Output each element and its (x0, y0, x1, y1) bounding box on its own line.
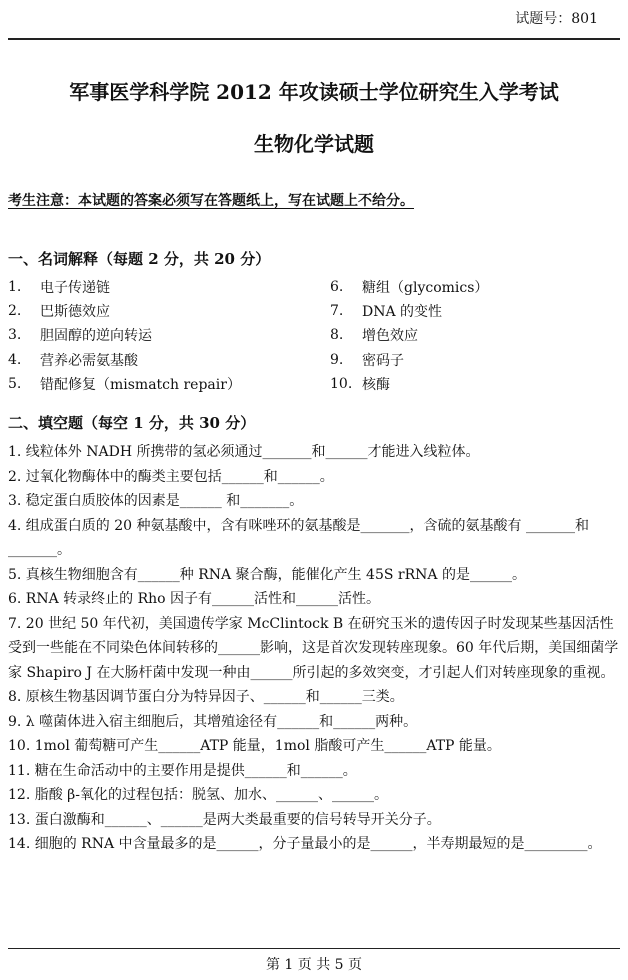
term-text: 增色效应 (362, 328, 418, 345)
question-item: 7. 20 世纪 50 年代初，美国遗传学家 McClintock B 在研究玉米的遗传因子时发现某些基因活性受到一些能在不同染色体间转移的______影响，这是首次发现转座现象。60 年代后期，美国细菌学家 Shapiro J 在大肠杆菌中发现一种由______所引起的多效突变，才引起人们对转座现象的重视。 (8, 615, 619, 681)
exam-title: 军事医学科学院 2012 年攻读硕士学位研究生入学考试 (69, 80, 559, 104)
term-text: 胆固醇的逆向转运 (40, 328, 152, 345)
term-number: 4. (8, 351, 22, 368)
question-item: 10. 1mol 葡萄糖可产生______ATP 能量，1mol 脂酸可产生______ATP 能量。 (8, 738, 501, 754)
term-item (8, 372, 330, 396)
question-item: 11. 糖在生命活动中的主要作用是提供______和______。 (8, 762, 357, 779)
question-item: 14. 细胞的 RNA 中含量最多的是______，分子量最小的是______，半寿期最短的是_________。 (8, 836, 602, 852)
term-item (330, 275, 608, 299)
term-item (330, 299, 608, 323)
question-item: 1. 线粒体外 NADH 所携带的氢必须通过_______和______才能进入线粒体。 (8, 444, 480, 460)
bottom-divider (8, 948, 620, 949)
question-item: 2. 过氧化物酶体中的酶类主要包括______和______。 (8, 468, 334, 485)
term-item (330, 323, 608, 347)
question-item: 6. RNA 转录终止的 Rho 因子有______活性和______活性。 (8, 591, 381, 607)
term-number: 1. (8, 279, 22, 296)
question-item: 12. 脂酸 β-氧化的过程包括：脱氢、加水、______、______。 (8, 787, 388, 803)
term-item (8, 299, 330, 323)
term-item (8, 348, 330, 372)
term-text: 密码子 (362, 352, 404, 369)
term-number: 3. (8, 327, 22, 344)
term-item (8, 323, 330, 347)
term-item (330, 348, 608, 372)
term-number: 2. (8, 303, 22, 320)
exam-code: 试题号：801 (515, 11, 598, 27)
question-item: 8. 原核生物基因调节蛋白分为特异因子、______和______三类。 (8, 689, 404, 705)
question-item: 4. 组成蛋白质的 20 种氨基酸中，含有咪唑环的氨基酸是_______，含硫的氨基酸有 _______和_______。 (8, 517, 589, 558)
top-divider (8, 38, 620, 40)
term-number: 10. (330, 375, 353, 392)
term-item (8, 275, 330, 299)
term-text: 糖组（glycomics） (362, 280, 489, 297)
term-number: 5. (8, 375, 22, 392)
term-item (330, 372, 608, 396)
term-text: 营养必需氨基酸 (40, 352, 138, 369)
term-number: 7. (330, 303, 344, 320)
question-item: 5. 真核生物细胞含有______种 RNA 聚合酶，能催化产生 45S rRNA 的是______。 (8, 566, 526, 583)
question-item: 3. 稳定蛋白质胶体的因素是______ 和_______。 (8, 493, 304, 509)
section2-heading: 二、填空题（每空 1 分，共 30 分） (8, 414, 256, 432)
page-footer: 第 1 页 共 5 页 (265, 957, 363, 973)
term-text: 核酶 (362, 376, 390, 393)
question-item: 13. 蛋白激酶和______、______是两大类最重要的信号转导开关分子。 (8, 811, 441, 828)
term-number: 9. (330, 351, 344, 368)
section1-heading: 一、名词解释（每题 2 分，共 20 分） (8, 250, 271, 268)
term-text: 错配修复（mismatch repair） (40, 376, 241, 393)
question-item: 9. λ 噬菌体进入宿主细胞后，其增殖途径有______和______两种。 (8, 713, 418, 730)
term-text: 电子传递链 (40, 280, 110, 297)
candidate-notice: 考生注意：本试题的答案必须写在答题纸上，写在试题上不给分。 (8, 193, 414, 209)
term-number: 8. (330, 327, 344, 344)
fill-blank-list (8, 440, 620, 857)
term-number: 6. (330, 279, 344, 296)
subject-title: 生物化学试题 (254, 132, 374, 156)
term-text: 巴斯德效应 (40, 304, 110, 321)
term-list (8, 275, 608, 396)
term-text: DNA 的变性 (362, 304, 443, 321)
